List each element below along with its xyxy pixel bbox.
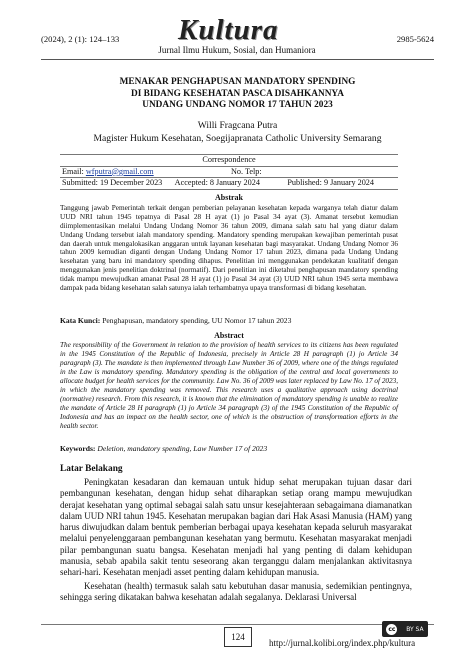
cc-license-text: BY SA (406, 625, 424, 633)
abstrak-heading: Abstrak (214, 193, 243, 202)
email-cell (60, 167, 229, 178)
paragraph: Peningkatan kesadaran dan kemauan untuk hidup sehat merupakan tujuan dasar dari pembangunan kesehatan, dengan hidup sehat diharapkan setiap orang mampu mewujudkan derajat kesehatan yang optimal sebagai salah satu unsur kesejahteraan sebagaimana diamanatkan dalam UUD NRI tahun 1945. Kesehatan merupakan bagian dari Hak Asasi Manusia (HAM) yang harus diwujudkan dalam bentuk pemberian berbagai upaya kesehatan kepada seluruh masyarakat melalui penyelenggaraan pembangunan kesehatan yang bermutu. Kesehatan masyarakat menjadi pilar pembangunan suatu bangsa. Kesehatan menjadi hal yang penting di dalam kehidupan manusia, sebab apabila sakit tentu seseorang akan terganggu dalam menjalankan aktivitasnya sehari-hari. Kesehatan menjadi asset penting dalam kehidupan manusia. (60, 477, 412, 578)
submitted-date: Submitted: 19 December 2023 (62, 178, 163, 188)
kata-kunci (60, 316, 398, 325)
header-divider (41, 59, 434, 60)
title-line: MENAKAR PENGHAPUSAN MANDATORY SPENDING (119, 77, 356, 87)
body-text (60, 477, 412, 605)
journal-logo: Kultura (178, 14, 279, 46)
cc-license-badge[interactable] (382, 621, 428, 637)
published-date: Published: 9 January 2024 (287, 178, 374, 188)
footer-divider (41, 624, 434, 625)
journal-url[interactable]: http://jurnal.kolibi.org/index.php/kultura (269, 638, 416, 648)
kata-kunci-text: Penghapusan, mandatory spending, UU Nomor 17 tahun 2023 (102, 316, 292, 325)
keywords-text: Deletion, mandatory spending, Law Number 17 of 2023 (97, 444, 268, 453)
telp-cell: No. Telp: (231, 166, 262, 176)
email-link[interactable]: wfputra@gmail.com (85, 166, 154, 176)
abstract-text: The responsibility of the Government in relation to the provision of health services to its citizens has been regulated in the 1945 Constitution of the Republic of Indonesia, precisely in Article 28 H paragraph (1) jo Article 34 paragraph (3). The mandate is then implemented through Law Number 36 of 2009, where one of the things regulated in the Law is mandatory spending. Mandatory spending is the obligation of the central and local governments to allocate budget for health services for the community. Law No. 36 of 2009 was later replaced by Law No. 17 of 2023, in which the mandatory spending was removed. This research uses a qualitative approach using doctrinal (normative) research. From this research, it is known that the elimination of mandatory spending is unable to realize the mandate of Article 28 H paragraph (1) jo Article 34 paragraph (3) of the 1945 Constitution of the Republic of Indonesia and has an impact on the health sector, one of which is the obstruction of transformation efforts in the health sector. (60, 341, 398, 430)
keywords-label: Keywords: (60, 444, 96, 453)
keywords (60, 444, 398, 453)
volume-info: (2024), 2 (1): 124–133 (41, 34, 120, 44)
accepted-date: Accepted: 8 January 2024 (174, 178, 260, 188)
abstrak-section (60, 194, 398, 293)
cc-icon: cc (388, 625, 396, 633)
email-label: Email: (62, 166, 84, 176)
author-affiliation: Magister Hukum Kesehatan, Soegijapranata Catholic University Semarang (93, 132, 382, 144)
author-name: Willi Fragcana Putra (197, 120, 278, 131)
correspondence-table (60, 154, 398, 190)
author-block (41, 120, 434, 145)
issn: 2985-5624 (396, 34, 434, 44)
paragraph: Kesehatan (health) termasuk salah satu kebutuhan dasar manusia, sedemikian pentingnya, sehingga sering dikatakan bahwa kesehatan adalah segalanya. Deklarasi Universal (60, 580, 412, 602)
abstract-heading: Abstract (214, 331, 244, 340)
section-heading: Latar Belakang (60, 464, 123, 474)
correspondence-heading: Correspondence (60, 154, 398, 167)
page-number: 124 (224, 627, 252, 647)
paper-title (41, 77, 434, 112)
journal-name: Jurnal Ilmu Hukum, Sosial, dan Humaniora (158, 45, 316, 55)
title-line: UNDANG UNDANG NOMOR 17 TAHUN 2023 (142, 100, 333, 110)
title-line: DI BIDANG KESEHATAN PASCA DISAHKANNYA (130, 88, 344, 99)
kata-kunci-label: Kata Kunci: (60, 316, 101, 325)
abstract-section (60, 331, 398, 431)
abstrak-text: Tanggung jawab Pemerintah terkait dengan pemberian pelayanan kesehatan kepada warganya telah diatur dalam UUD NRI tahun 1945 tepatnya di Pasal 28 H ayat (1) jo Pasal 34 ayat (3). Amanat tersebut kemudian diimplementasikan melalui Undang Undang Nomor 36 tahun 2009, dimana salah satu hal yang diatur dalam Undang Undang tersebut ialah mandatory spending. Mandatory spending merupakan kewajiban pemerintah pusat dan daerah untuk mengalokasikan anggaran untuk layanan kesehatan bagi masyarakat. Undang Undang Nomor 36 tahun 2009 kemudian diganti dengan Undang Undang Nomor 17 tahun 2023, dimana pada Undang Undang kesehatan yang baru ini mandatory spending dihapus. Penelitian ini menggunakan pendekatan kualitatif dengan menggunakan jenis penelitian doktrinal (normatif). Dari penelitian ini diketahui penghapusan mandatory spending tidak mampu mewujudkan amanat Pasal 28 H ayat (1) jo Pasal 34 ayat (3) UUD NRI tahun 1945 serta membawa dampak pada bidang kesehatan salah satunya ialah terhambatnya upaya transformasi di bidang kesehatan. (60, 203, 398, 293)
